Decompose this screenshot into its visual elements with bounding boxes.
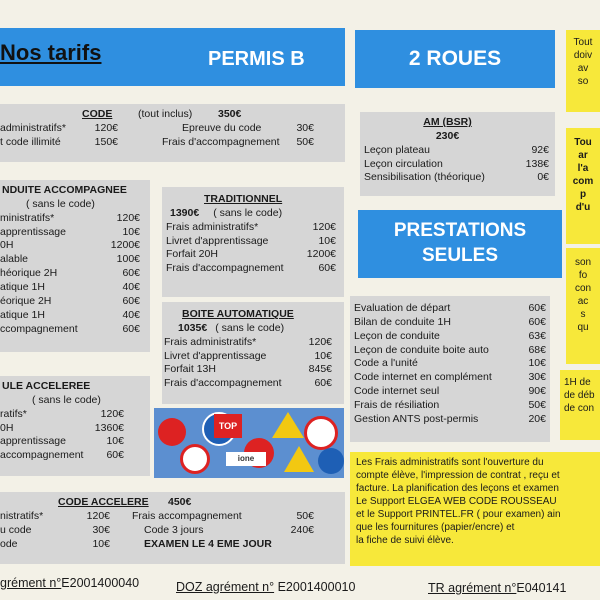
- traditionnel-row: Livret d'apprentissage 10€: [166, 234, 336, 247]
- right-note-line: l'a: [577, 163, 589, 174]
- conduite-acceleree-row: ratifs* 120€: [0, 407, 124, 420]
- traditionnel-panel: [162, 187, 344, 297]
- traditionnel-title: TRADITIONNEL: [204, 193, 283, 205]
- conduite-accompagnee-subtitle: ( sans le code): [26, 197, 95, 210]
- stop-sign: TOP: [214, 414, 242, 438]
- conduite-accompagnee-row: ccompagnement 60€: [0, 322, 140, 335]
- right-note-line: av: [577, 63, 589, 74]
- am-bsr-panel: [360, 112, 555, 196]
- traditionnel-price: 1390€: [170, 206, 200, 219]
- code-accelere-row: ode 10€: [0, 537, 110, 550]
- right-note-line: 1H de: [564, 377, 591, 388]
- code-accelere-panel: [0, 492, 345, 564]
- code-accelere-row: u code 30€: [0, 523, 110, 536]
- header-2-roues: [355, 30, 555, 88]
- code-accelere-row: nistratifs* 120€: [0, 510, 110, 522]
- code-row: administratifs* 120€: [0, 122, 118, 134]
- conduite-acceleree-row: accompagnement 60€: [0, 449, 124, 462]
- code-panel: [0, 104, 345, 162]
- code-accelere-price: 450€: [168, 496, 192, 508]
- footer-agrement-3: TR agrément n°E040141: [428, 581, 567, 595]
- conduite-accompagnee-row: éorique 2H 60€: [0, 294, 140, 307]
- prestation-row: Evaluation de départ 60€: [354, 302, 546, 314]
- am-bsr-row: Leçon circulation 138€: [364, 157, 549, 170]
- right-note-line: so: [577, 76, 589, 87]
- boite-automatique-price: 1035€: [178, 321, 208, 334]
- boite-automatique-panel: [162, 302, 344, 404]
- prestation-row: Code a l'unité 10€: [354, 357, 546, 370]
- conduite-acceleree-row: apprentissage 10€: [0, 435, 124, 448]
- note-line: et le Support PRINTEL.FR ( pour examen) ain: [356, 509, 561, 520]
- sign-text: ione: [226, 452, 266, 466]
- conduite-accompagnee-panel: [0, 180, 150, 352]
- right-note-4: [560, 370, 600, 440]
- boite-automatique-subtitle: ( sans le code): [215, 321, 285, 334]
- road-signs-image: [154, 408, 344, 478]
- boite-automatique-row: Frais d'accompagnement 60€: [164, 377, 332, 390]
- boite-automatique-row: Livret d'apprentissage 10€: [164, 349, 332, 362]
- permis-b-title: PERMIS B: [208, 48, 305, 70]
- right-note-3: [566, 248, 600, 364]
- right-note-line: p: [579, 189, 587, 200]
- deux-roues-title: 2 ROUES: [408, 47, 502, 70]
- conduite-accompagnee-row: alable 100€: [0, 253, 140, 266]
- conduite-acceleree-row: 0H 1360€: [0, 421, 124, 434]
- code-accelere-row: Frais accompagnement 50€: [132, 510, 314, 522]
- note-line: facture. La planification des leçons et examen: [356, 483, 559, 494]
- right-note-line: d'u: [575, 202, 591, 213]
- right-note-1: [566, 30, 600, 112]
- prestation-row: Leçon de conduite 63€: [354, 329, 546, 342]
- conduite-accompagnee-title: NDUITE ACCOMPAGNEE: [2, 184, 127, 196]
- right-note-line: ar: [578, 150, 588, 161]
- code-row: Frais d'accompagnement 50€: [162, 135, 314, 148]
- prestations-panel: [350, 296, 550, 442]
- traditionnel-row: Frais d'accompagnement 60€: [166, 262, 336, 275]
- note-line: que les fournitures (papier/encre) et: [356, 522, 515, 533]
- boite-automatique-row: Frais administratifs* 120€: [164, 335, 332, 348]
- note-line: la fiche de suivi élève.: [356, 535, 454, 546]
- right-note-line: doiv: [573, 50, 593, 61]
- right-note-line: de déb: [564, 390, 595, 401]
- code-accelere-title: CODE ACCELERE: [58, 496, 149, 508]
- am-bsr-row: Sensibilisation (théorique) 0€: [364, 171, 549, 184]
- traditionnel-row: Frais administratifs* 120€: [166, 220, 336, 233]
- code-accelere-row: Code 3 jours 240€: [144, 523, 314, 536]
- right-note-line: fo: [578, 270, 588, 281]
- conduite-accompagnee-row: atique 1H 40€: [0, 281, 140, 294]
- code-row: Epreuve du code 30€: [182, 122, 314, 134]
- conduite-accompagnee-row: apprentissage 10€: [0, 225, 140, 238]
- boite-automatique-title: BOITE AUTOMATIQUE: [182, 308, 294, 320]
- note-line: compte élève, l'impression de contrat , reçu et: [356, 470, 560, 481]
- note-line: Le Support ELGEA WEB CODE ROUSSEAU: [356, 496, 557, 507]
- am-bsr-price: 230€: [435, 129, 460, 142]
- prestation-row: Code internet en complément 30€: [354, 371, 546, 384]
- boite-automatique-row: Forfait 13H 845€: [164, 363, 332, 376]
- right-note-line: Tout: [573, 37, 593, 48]
- am-bsr-row: Leçon plateau 92€: [364, 143, 549, 156]
- right-note-line: com: [572, 176, 594, 187]
- code-price: 350€: [218, 108, 242, 120]
- right-note-line: de con: [564, 403, 595, 414]
- frais-administratifs-note: [350, 452, 600, 566]
- conduite-acceleree-subtitle: ( sans le code): [32, 393, 101, 406]
- am-bsr-title: AM (BSR): [423, 116, 472, 128]
- prestations-title-line: PRESTATIONS: [393, 220, 527, 242]
- footer-agrement-1: grément n°E2001400040: [0, 576, 140, 590]
- traditionnel-row: Forfait 20H 1200€: [166, 248, 336, 261]
- conduite-accompagnee-row: 0H 1200€: [0, 239, 140, 252]
- note-line: Les Frais administratifs sont l'ouverture du: [356, 457, 544, 468]
- conduite-accompagnee-row: ministratifs* 120€: [0, 211, 140, 224]
- conduite-acceleree-panel: [0, 376, 150, 476]
- prestations-title-line: SEULES: [421, 245, 499, 266]
- conduite-acceleree-title: ULE ACCELEREE: [2, 380, 91, 392]
- prestation-row: Bilan de conduite 1H 60€: [354, 315, 546, 328]
- conduite-accompagnee-row: atique 1H 40€: [0, 308, 140, 321]
- right-note-2: [566, 128, 600, 244]
- prestation-row: Gestion ANTS post-permis 20€: [354, 412, 546, 425]
- traditionnel-subtitle: ( sans le code): [213, 206, 283, 219]
- nos-tarifs-title: Nos tarifs: [0, 40, 102, 65]
- right-note-line: son: [574, 257, 592, 268]
- prestation-row: Leçon de conduite boite auto 68€: [354, 343, 546, 356]
- right-note-line: con: [574, 283, 592, 294]
- prestation-row: Code internet seul 90€: [354, 385, 546, 398]
- prestation-row: Frais de résiliation 50€: [354, 399, 546, 412]
- right-note-line: ac: [577, 296, 589, 307]
- code-accelere-exam: EXAMEN LE 4 EME JOUR: [144, 537, 272, 550]
- prestations-seules-header: [358, 210, 562, 278]
- code-row: t code illimité 150€: [0, 135, 118, 148]
- code-title: CODE: [82, 108, 113, 120]
- footer-agrement-2: DOZ agrément n° E2001400010: [176, 580, 356, 594]
- right-note-line: Tou: [574, 137, 592, 148]
- right-note-line: s: [580, 309, 586, 320]
- conduite-accompagnee-row: héorique 2H 60€: [0, 267, 140, 280]
- code-subtitle: (tout inclus): [138, 108, 193, 120]
- right-note-line: qu: [577, 322, 589, 333]
